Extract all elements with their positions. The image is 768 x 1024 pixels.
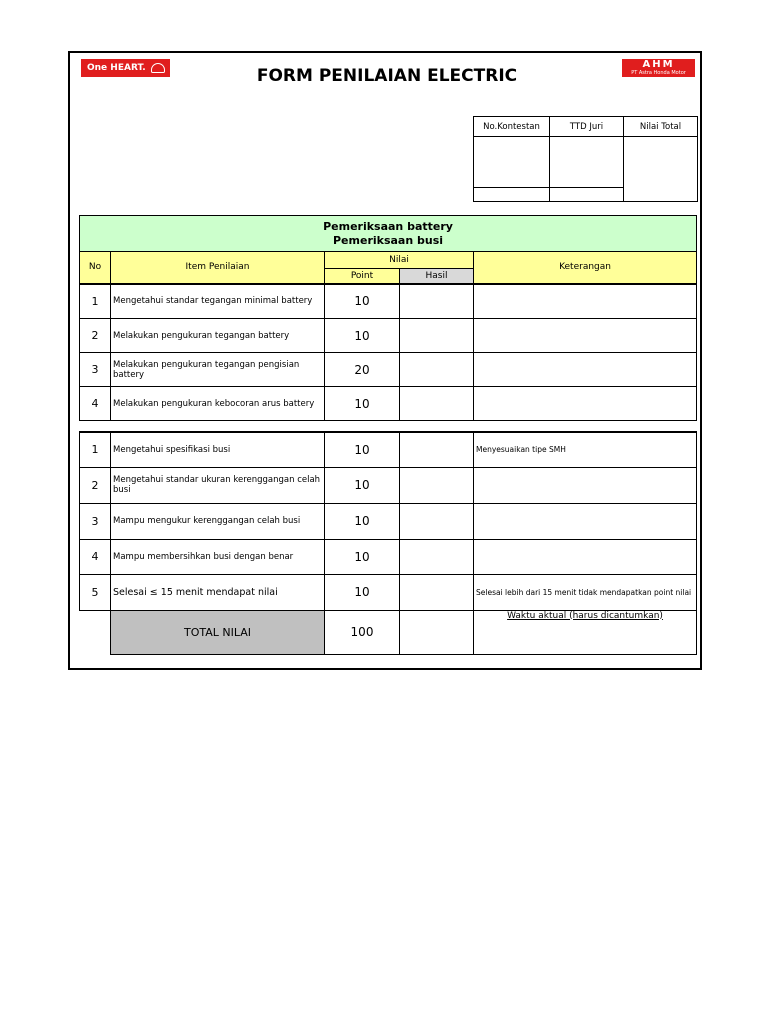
table-row bbox=[80, 467, 697, 503]
row-point: 10 bbox=[325, 319, 400, 353]
row-number: 2 bbox=[80, 319, 111, 353]
row-number: 2 bbox=[80, 467, 111, 503]
total-value: 100 bbox=[325, 610, 400, 654]
row-keterangan[interactable]: Selesai lebih dari 15 menit tidak mendapatkan point nilai bbox=[474, 574, 697, 610]
row-keterangan[interactable] bbox=[474, 284, 697, 319]
table-row bbox=[80, 503, 697, 539]
row-number: 1 bbox=[80, 432, 111, 467]
ahm-logo-text: AHM bbox=[642, 59, 675, 70]
row-keterangan[interactable] bbox=[474, 387, 697, 421]
field-ttd-juri-extra[interactable] bbox=[550, 188, 624, 202]
row-hasil-field[interactable] bbox=[400, 432, 474, 467]
total-spacer bbox=[80, 610, 111, 654]
section-gap bbox=[80, 421, 697, 433]
row-item: Mengetahui spesifikasi busi bbox=[111, 432, 325, 467]
row-keterangan[interactable] bbox=[474, 539, 697, 574]
column-no: No bbox=[80, 252, 111, 284]
form-title: FORM PENILAIAN ELECTRIC bbox=[256, 66, 518, 86]
row-number: 4 bbox=[80, 539, 111, 574]
row-point: 10 bbox=[325, 539, 400, 574]
field-no-kontestan-extra[interactable] bbox=[474, 188, 550, 202]
row-keterangan[interactable] bbox=[474, 319, 697, 353]
row-item: Melakukan pengukuran kebocoran arus battery bbox=[111, 387, 325, 421]
row-point: 10 bbox=[325, 574, 400, 610]
row-number: 4 bbox=[80, 387, 111, 421]
row-point: 10 bbox=[325, 467, 400, 503]
row-hasil-field[interactable] bbox=[400, 539, 474, 574]
table-row bbox=[80, 319, 697, 353]
column-hasil: Hasil bbox=[400, 269, 474, 284]
field-nilai-total[interactable] bbox=[624, 137, 698, 202]
row-item: Melakukan pengukuran tegangan pengisian battery bbox=[111, 353, 325, 387]
row-point: 20 bbox=[325, 353, 400, 387]
header-no-kontestan: No.Kontestan bbox=[474, 117, 550, 137]
field-no-kontestan[interactable] bbox=[474, 137, 550, 188]
column-point: Point bbox=[325, 269, 400, 284]
waktu-aktual-field[interactable]: Waktu aktual (harus dicantumkan) bbox=[474, 610, 697, 654]
row-number: 3 bbox=[80, 503, 111, 539]
row-keterangan[interactable] bbox=[474, 353, 697, 387]
row-point: 10 bbox=[325, 387, 400, 421]
section-title bbox=[80, 216, 697, 252]
table-row bbox=[80, 539, 697, 574]
row-hasil-field[interactable] bbox=[400, 387, 474, 421]
row-item: Melakukan pengukuran tegangan battery bbox=[111, 319, 325, 353]
row-point: 10 bbox=[325, 503, 400, 539]
table-row bbox=[80, 574, 697, 610]
field-ttd-juri[interactable] bbox=[550, 137, 624, 188]
column-nilai: Nilai bbox=[325, 252, 474, 269]
logo-left-text: One HEART. bbox=[87, 63, 146, 73]
table-row bbox=[80, 432, 697, 467]
row-keterangan[interactable] bbox=[474, 467, 697, 503]
row-keterangan[interactable]: Menyesuaikan tipe SMH bbox=[474, 432, 697, 467]
assessment-table bbox=[79, 215, 697, 655]
contestant-box bbox=[473, 116, 698, 202]
total-hasil-field[interactable] bbox=[400, 610, 474, 654]
row-point: 10 bbox=[325, 284, 400, 319]
form-page bbox=[68, 51, 702, 670]
section-title-battery: Pemeriksaan battery bbox=[323, 219, 453, 233]
row-hasil-field[interactable] bbox=[400, 503, 474, 539]
row-item: Selesai ≤ 15 menit mendapat nilai bbox=[111, 574, 325, 610]
row-number: 1 bbox=[80, 284, 111, 319]
row-item: Mengetahui standar tegangan minimal battery bbox=[111, 284, 325, 319]
row-number: 5 bbox=[80, 574, 111, 610]
ahm-logo-subtext: PT Astra Honda Motor bbox=[631, 70, 686, 76]
row-item: Mengetahui standar ukuran kerenggangan celah busi bbox=[111, 467, 325, 503]
row-hasil-field[interactable] bbox=[400, 353, 474, 387]
column-keterangan: Keterangan bbox=[474, 252, 697, 284]
row-hasil-field[interactable] bbox=[400, 574, 474, 610]
row-hasil-field[interactable] bbox=[400, 467, 474, 503]
row-hasil-field[interactable] bbox=[400, 319, 474, 353]
total-row bbox=[80, 610, 697, 654]
table-row bbox=[80, 284, 697, 319]
column-item: Item Penilaian bbox=[111, 252, 325, 284]
row-number: 3 bbox=[80, 353, 111, 387]
total-label: TOTAL NILAI bbox=[111, 610, 325, 654]
row-point: 10 bbox=[325, 432, 400, 467]
section-title-busi: Pemeriksaan busi bbox=[333, 233, 444, 247]
row-item: Mampu mengukur kerenggangan celah busi bbox=[111, 503, 325, 539]
row-item: Mampu membersihkan busi dengan benar bbox=[111, 539, 325, 574]
row-hasil-field[interactable] bbox=[400, 284, 474, 319]
header-nilai-total: Nilai Total bbox=[624, 117, 698, 137]
header-ttd-juri: TTD Juri bbox=[550, 117, 624, 137]
table-row bbox=[80, 353, 697, 387]
ahm-logo bbox=[622, 59, 695, 77]
table-row bbox=[80, 387, 697, 421]
row-keterangan[interactable] bbox=[474, 503, 697, 539]
